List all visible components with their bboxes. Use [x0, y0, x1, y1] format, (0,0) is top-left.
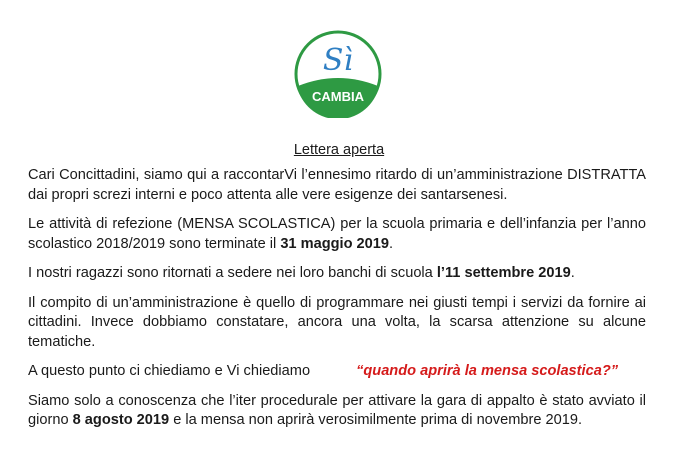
paragraph-4	[28, 294, 646, 353]
paragraph-6-end: e la mensa non aprirà verosimilmente prima di novembre 2019.	[169, 412, 583, 428]
date-tender-start: 8 agosto 2019	[72, 412, 170, 428]
paragraph-3-text: I nostri ragazzi sono ritornati a sedere nei loro banchi di scuola	[28, 265, 437, 281]
paragraph-5-text: A questo punto ci chiediamo e Vi chiediamo	[28, 363, 311, 379]
logo-word-cambia: CAMBIA	[312, 89, 364, 104]
paragraph-6-text: Siamo solo a conoscenza che l’iter procedurale per attivare la gara di appalto è stato avviato il giorno	[28, 392, 646, 428]
logo-emblem	[294, 30, 382, 118]
paragraph-2-end: .	[389, 235, 394, 252]
paragraph-2	[28, 215, 646, 254]
paragraph-3	[28, 264, 646, 284]
paragraph-6	[28, 392, 646, 431]
logo-word-si: Sì	[322, 43, 354, 78]
letter-body	[28, 166, 646, 441]
date-school-start: l’11 settembre 2019	[436, 265, 571, 281]
paragraph-4-text: Il compito di un’amministrazione è quello di programmare nei giusti tempi i servizi da fornire ai cittadini. Invece dobbiamo constatare, ancora una volta, la scarsa attenzione su alcune tematiche.	[28, 294, 646, 350]
paragraph-5	[28, 362, 646, 382]
letter-title: Lettera aperta	[293, 142, 385, 158]
question-highlight: “quando aprirà la mensa scolastica?”	[356, 363, 619, 379]
si-cambia-logo	[294, 30, 382, 118]
paragraph-1	[28, 166, 646, 205]
paragraph-2-text: Le attività di refezione (MENSA SCOLASTICA) per la scuola primaria e dell’infanzia per l’anno scolastico 2018/2019 sono terminate il	[28, 216, 646, 252]
paragraph-3-end: .	[570, 265, 575, 281]
date-end-school-meals: 31 maggio 2019	[280, 235, 390, 252]
paragraph-1-text: Cari Concittadini, siamo qui a raccontarVi l’ennesimo ritardo di un’amministrazione DISTRATTA dai propri screzi interni e poco attenta alle vere esigenze dei santarsenesi.	[28, 167, 646, 203]
